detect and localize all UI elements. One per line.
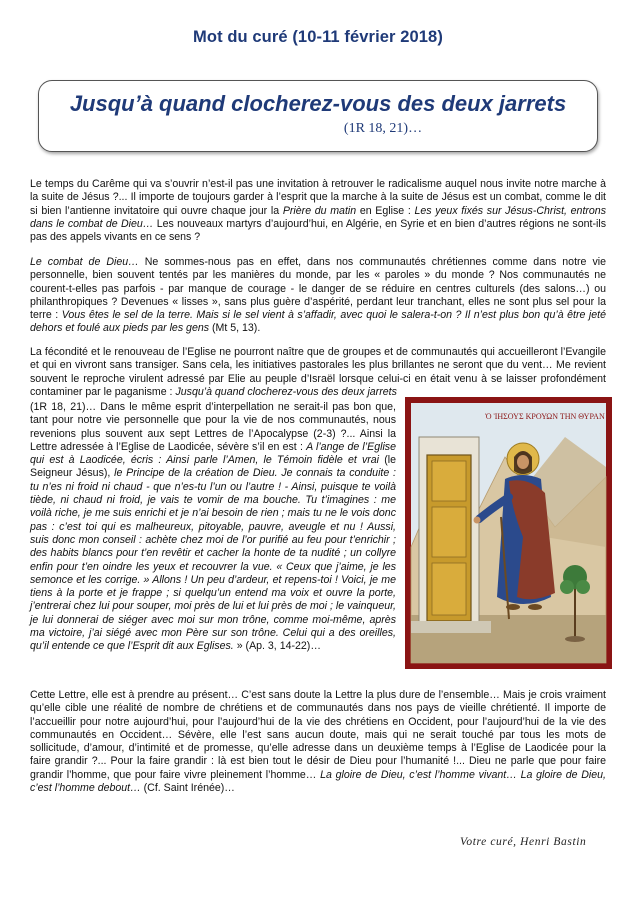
title-box — [38, 80, 598, 152]
icon-painting — [405, 397, 612, 669]
paragraph-3 — [30, 346, 606, 399]
p5-text-1: Cette Lettre, elle est à prendre au présent… C’est sans doute la Lettre la plus dure de l’ensemble… Mais je crois vraiment qu’elle cible une réalité de nombre de chrétiens et de communautés dans nos pays de vieille chrétienté. Il importe de l’accueillir pour notre aujourd’hui, pour l’aujourd’hui de la vie des chrétiens en Occident, pour l’aujourd’hui de la vie des communautés en Occident… Sévère, elle l’est sans aucun doute, mais qui ne serait touché par tous les mots de sollicitude, d’amour, d’intimité et de promesse, qu’elle adresse dans un deuxième temps à l’Eglise de Laodicée pour la faire grandir ?... Pour la faire grandir : là est bien tout le désir de Dieu pour l’humanité !... Dieu ne parle que pour faire grandir l’homme, que pour faire vivre pleinement l’homme… — [30, 689, 606, 781]
p4-text-2: (le Seigneur Jésus), — [30, 454, 397, 480]
p3-text-1: La fécondité et le renouveau de l’Eglise ne pourront naître que de groupes et de communautés qui accueilleront l’Evangile et qui en vivront sans transiger. Sans cela, les initiatives pastorales les plus brillantes ne seront que du vent… Me revient souvent le reproche virulent adressé par Elie au peuple d’Israël lorsque celui-ci en était venu à se laisser profondément contaminer par le paganisme : — [30, 346, 606, 398]
p1-text-2: en Eglise : — [356, 204, 415, 217]
p3-italic-1: Jusqu’à quand clocherez-vous des deux jarrets — [175, 385, 397, 398]
p4-text-1: (1R 18, 21)… Dans le même esprit d’interpellation ne serait-il pas bon que, tant pour notre vie personnelle que pour la vie de nos communautés, nous revenions plus souvent aux sept Lettres de l’Apocalypse (2-3) ?... Ainsi la Lettre adressée à l’Eglise de Laodicée, sévère s’il en est : — [30, 401, 396, 453]
paragraph-4 — [30, 401, 396, 654]
paragraph-1 — [30, 178, 606, 244]
icon-caption: Ὁ ἸΗΣΟΥΣ ΚΡΟΥΩΝ ΤΗΝ ΘΥΡΑΝ — [485, 412, 605, 421]
p1-text-3: Les nouveaux martyrs d’aujourd’hui, en Algérie, en Syrie et en bien d’autres régions ne sont-ils pas des appels vivants en ce sens ? — [30, 217, 606, 244]
p4-italic-1: A l’ange de l’Eglise qui est à Laodicée, écris : Ainsi parle l’Amen, le Témoin fidèle et vrai — [30, 440, 396, 467]
p2-text-2: (Mt 5, 13). — [209, 322, 261, 335]
signature: Votre curé, Henri Bastin — [460, 836, 587, 848]
p5-italic-1: La gloire de Dieu, c’est l’homme vivant… La gloire de Dieu, c’est l’homme debout… — [30, 768, 606, 795]
p4-text-3: » (Ap. 3, 14-22)… — [233, 640, 321, 653]
christ-at-the-door-icon-image — [405, 397, 612, 669]
p4-italic-2: le Principe de la création de Dieu. Je connais ta conduite : tu n’es ni froid ni chaud - que n’es-tu l’un ou l’autre ! - Ainsi, puisque te voilà tiède, ni chaud ni froid, je vais te vomir de ma bouche. Tu t’imagines : me voilà riche, je me suis enrichi et je n’ai besoin de rien ; mais tu ne le vois donc pas : c’est toi qui es malheureux, pitoyable, pauvre, aveugle et nu ! Aussi, suis donc mon conseil : achète chez moi de l’or purifié au feu pour t’enrichir ; des habits blancs pour t’en revêtir et cacher la honte de ta nudité ; un collyre enfin pour t’en oindre les yeux et recouvrer la vue. « Ceux que j’aime, je les semonce et les corrige. » Allons ! Un peu d’ardeur, et repens-toi ! Voici, je me tiens à la porte et je frappe ; si quelqu’un entend ma voix et ouvre la porte, j’entrerai chez lui pour souper, moi près de lui et lui près de moi ; le vainqueur, je lui donnerai de siéger avec moi sur mon trône, comme moi-même, après ma victoire, j’ai siégé avec mon Père sur son trône. Celui qui a des oreilles, qu’il entende ce que l’Esprit dit aux Eglises. — [30, 467, 396, 653]
p2-italic-1: Le combat de Dieu… — [30, 256, 139, 268]
scripture-reference: (1R 18, 21)… — [343, 121, 423, 136]
p2-italic-2: Vous êtes le sel de la terre. Mais si le sel vient à s’affadir, avec quoi le salera-t-on ? Il n’est plus bon qu’à être jeté dehors et foulé aux pieds par les gens — [30, 309, 606, 335]
p2-text-1: Ne sommes-nous pas en effet, dans nos communautés chrétiennes comme dans notre vie personnelle, bien souvent tentés par les manières du monde, par les « paroles » du monde ? Nos communautés ne courent-t-elles pas parfois - par manque de courage - le danger de se réduire en centres culturels (des salons…) ou philanthropiques ? Devenues « lisses », sans plus guère d’aspérité, perdant leur tranchant, elles ne sont plus sel pour la terre : — [30, 256, 606, 322]
paragraph-2 — [30, 256, 606, 336]
p1-text-1: Le temps du Carême qui va s’ouvrir n’est-il pas une invitation à retrouver le radicalisme auquel nous invite notre marche à la suite de Jésus ?... Il importe de toujours garder à l’esprit que la marche à la suite de Jésus est un combat, comme le dit si bien l’antienne invitatoire qui ouvre chaque jour la — [30, 178, 606, 217]
p1-italic-2: Les yeux fixés sur Jésus-Christ, entrons dans le combat de Dieu… — [30, 204, 607, 230]
p5-text-2: (Cf. Saint Irénée)… — [140, 782, 235, 795]
main-title: Jusqu’à quand clocherez-vous des deux jarrets — [69, 91, 567, 116]
paragraph-5 — [30, 689, 606, 795]
page-header-title: Mot du curé (10-11 février 2018) — [193, 28, 443, 46]
p1-italic-1: Prière du matin — [282, 204, 357, 217]
